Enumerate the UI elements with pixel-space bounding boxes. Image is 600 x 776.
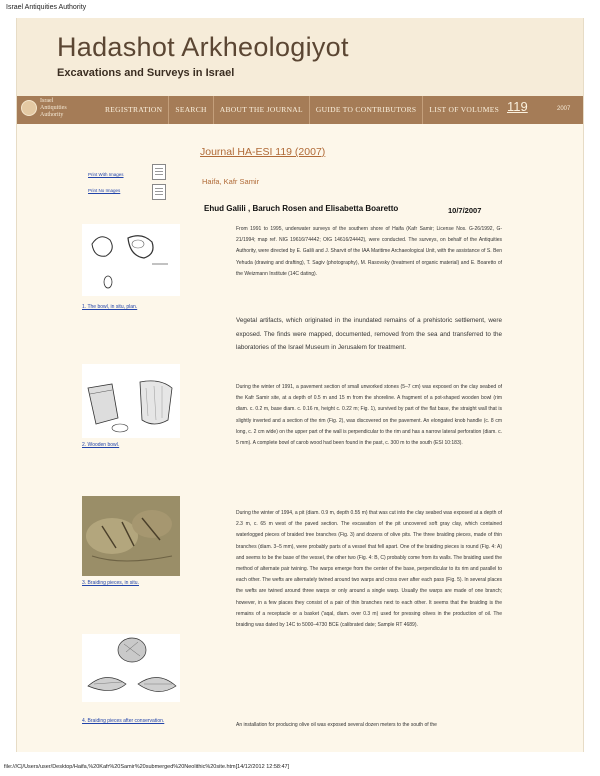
article-paragraph-5: An installation for producing olive oil was exposed several dozen meters to the south of the (236, 722, 437, 728)
print-no-images-link[interactable]: Print No Images (88, 188, 121, 193)
figure-4-thumbnail[interactable] (82, 634, 180, 702)
article-paragraph-4: During the winter of 1994, a pit (diam. 0.9 m, depth 0.55 m) that was cut into the clay seabed was exposed at a depth of 2.3 m, c. 65 m west of the paved section. The excavation of the pit uncovered soft gray clay, which contained waterlogged pieces of braided tree branches (Fig. 3) and dozens of olive pits. The three braiding pieces, made of thin branches (diam. 3–5 mm), were probably parts of a vessel that fell apart. One of the braiding pieces is round (Fig. 4: A) and seems to be the base of the vessel, the other two (Fig. 4: B, C) probably come from its walls. The braiding used the method of alternate pair twining. The warps emerge from the center of the base, perpendicular to its rim and parallel to each other. The wefts are alternately twined around two warps and cross over after each pass (Fig. 5). In several places the wefts are twined around three warps or only around a single warp. Usually the warps are made of one branch; however, in a few places they consist of a pair of thin branches next to each other. It seems that the braiding is the remains of a receptacle or a basket ('aqal, diam. over 0.3 m) used for pressing olives in the production of oil. The braiding was dated by 14C to 5000–4730 BCE (calibrated date; Sample RT 4689). (236, 510, 502, 629)
iaa-logo-icon[interactable] (21, 100, 37, 116)
print-with-images-link[interactable]: Print With Images (88, 172, 124, 177)
figure-3-thumbnail[interactable] (82, 496, 180, 576)
logo-text[interactable] (40, 98, 100, 119)
site-subtitle: Excavations and Surveys in Israel (57, 67, 235, 79)
figure-4-caption[interactable]: 4. Braiding pieces after conservation. (82, 718, 165, 724)
masthead (17, 18, 583, 96)
figure-2-thumbnail[interactable] (82, 364, 180, 438)
navbar (17, 96, 583, 124)
braiding-photo (82, 496, 180, 576)
braiding-drawing (82, 634, 180, 702)
figure-1-caption[interactable]: 1. The bowl, in situ, plan. (82, 304, 138, 310)
journal-title-link[interactable]: Journal HA-ESI 119 (2007) (200, 146, 326, 158)
print-no-images-icon[interactable] (152, 184, 166, 200)
nav-volumes[interactable]: LIST OF VOLUMES (422, 96, 505, 124)
nav-menu (99, 96, 505, 124)
print-header: Israel Antiquities Authority (6, 4, 87, 11)
article-paragraph-1: From 1991 to 1995, underwater surveys of the southern shore of Haifa (Kafr Samir; License Nos. G-26/1992, G-21/1994; map ref. NIG 19616/74442; OIG 14616/24442), were conducted. The surveys, on behalf of the Antiquities Authority, were directed by E. Galili and J. Sharvit of the IAA Maritime Archaeological Unit, with the assistance of S. Ben Yehuda (drawing and drafting), T. Sagiv (photography), M. Rasovsky (treatment of organic material) and E. Boaretto of the Weizmann Institute (14C dating). (236, 226, 502, 277)
nav-about[interactable]: ABOUT THE JOURNAL (213, 96, 309, 124)
issue-number-link[interactable]: 119 (507, 99, 528, 114)
site-title: Hadashot Arkheologiyot (57, 32, 349, 62)
footer-file-path: file:///C|/Users/user/Desktop/Haifa,%20Kafr%20Samir%20submerged%20Neolithic%20site.htm[14/12/2012 12:58:47] (4, 764, 290, 770)
content (16, 124, 582, 752)
nav-year: 2007 (557, 106, 571, 112)
nav-search[interactable]: SEARCH (168, 96, 212, 124)
authors: Ehud Galili , Baruch Rosen and Elisabetta Boaretto (204, 204, 399, 213)
wooden-bowl-drawing (82, 364, 180, 438)
bowl-plan-drawing (82, 224, 180, 296)
nav-guide[interactable]: GUIDE TO CONTRIBUTORS (309, 96, 422, 124)
publication-date: 10/7/2007 (448, 206, 482, 215)
figure-1-thumbnail[interactable] (82, 224, 180, 296)
nav-registration[interactable]: REGISTRATION (105, 105, 163, 114)
logo-line: Israel (40, 98, 54, 104)
site-name: Haifa, Kafr Samir (202, 177, 260, 186)
logo-line: Antiquities (40, 105, 67, 111)
article-paragraph-3: During the winter of 1991, a pavement section of small unworked stones (5–7 cm) was exposed on the clay seabed of the Kafr Samir site, at a depth of 0.5 m and 15 m from the shoreline. A fragment of a pot-shaped wooden bowl (rim diam. c. 0.2 m, base diam. c. 0.16 m, height c. 0.22 m; Fig. 1), survived by part of the flat base, the straight wall that is slightly inverted and a section of the rim (Fig. 2), was discovered on the pavement. An elongated knob handle (c. 8 cm long, c. 2 cm wide) on the upper part of the wall is perpendicular to the rim and has a narrow lateral perforation (diam. c. 5 mm). A complete bowl of carob wood had been found in the past, c. 300 m to the south (ESI 10:183). (236, 384, 502, 447)
print-with-images-icon[interactable] (152, 164, 166, 180)
article-paragraph-2: Vegetal artifacts, which originated in the inundated remains of a prehistoric settlement, were exposed. The finds were mapped, documented, removed from the sea and transferred to the laboratories of the Israel Museum in Jerusalem for treatment. (236, 317, 502, 351)
figure-3-caption[interactable]: 3. Braiding pieces, in situ. (82, 580, 139, 586)
logo-line: Authority (40, 112, 64, 118)
figure-2-caption[interactable]: 2. Wooden bowl. (82, 442, 120, 448)
